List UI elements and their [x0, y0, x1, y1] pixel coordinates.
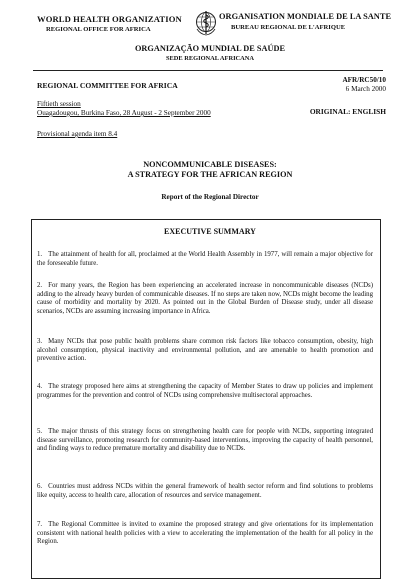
paragraph-number: 5. [37, 428, 43, 435]
executive-summary-heading: EXECUTIVE SUMMARY [164, 227, 256, 236]
summary-paragraph [37, 282, 373, 316]
paragraph-text: The Regional Committee is invited to examine the proposed strategy and give orientations for its implementation consistent with national health policies with a view to accelerating the implementation of the health for all policy in the Region. [37, 521, 373, 546]
report-subtitle: Report of the Regional Director [161, 193, 259, 201]
paragraph-number: 3. [37, 338, 43, 345]
committee-name: REGIONAL COMMITTEE FOR AFRICA [37, 81, 178, 90]
title-line-2: A STRATEGY FOR THE AFRICAN REGION [127, 170, 293, 179]
org-name-portuguese: ORGANIZAÇÃO MUNDIAL DE SAÚDE [134, 44, 286, 53]
paragraph-number: 7. [37, 521, 43, 528]
paragraph-number: 1. [37, 251, 43, 258]
paragraph-text: The major thrusts of this strategy focus on strengthening health care for people with NCDs, supporting integrated disease surveillance, promoting research for community-based interventions, improving the capacity of health personnel, and finding ways to reduce premature mortality and disability due to NCDs. [37, 428, 373, 453]
org-name-french: ORGANISATION MONDIALE DE LA SANTE [219, 12, 392, 21]
summary-paragraph [37, 338, 373, 364]
session-location: Ouagadougou, Burkina Faso, 28 August - 2 September 2000 [37, 109, 211, 117]
who-emblem-icon [194, 10, 218, 36]
session-name: Fiftieth session [37, 100, 81, 108]
summary-paragraph [37, 383, 373, 400]
summary-paragraph [37, 428, 373, 454]
header-center [0, 44, 420, 62]
original-language: ORIGINAL: ENGLISH [309, 107, 386, 116]
paragraph-number: 6. [37, 483, 43, 490]
header-left [37, 14, 207, 33]
header-right [219, 12, 399, 31]
agenda-item: Provisional agenda item 8.4 [37, 130, 118, 138]
paragraph-number: 2. [37, 282, 43, 289]
regional-office-portuguese: SEDE REGIONAL AFRICANA [165, 55, 255, 62]
paragraph-text: The attainment of health for all, proclaimed at the World Health Assembly in 1977, will remain a major objective for the foreseeable future. [37, 251, 373, 267]
session-info [37, 100, 211, 118]
summary-paragraph [37, 251, 373, 268]
paragraph-text: For many years, the Region has been experiencing an accelerated increase in noncommunicable diseases (NCDs) adding to the already heavy burden of communicable diseases. If no steps are taken now, NCDs might become the leading cause of morbidity and mortality by 2020. As pointed out in the Global Burden of Disease study, under all disease scenarios, NCDs are assuming increasing importance in Africa. [37, 282, 373, 315]
regional-office-english: REGIONAL OFFICE FOR AFRICA [46, 26, 151, 33]
org-name-english: WORLD HEALTH ORGANIZATION [37, 14, 182, 24]
doc-date: 6 March 2000 [345, 85, 386, 93]
header-divider [33, 70, 383, 71]
document-title [0, 160, 420, 180]
regional-office-french: BUREAU REGIONAL DE L'AFRIQUE [231, 24, 346, 31]
doc-ref-number: AFR/RC50/10 [342, 76, 386, 84]
paragraph-text: Many NCDs that pose public health problems share common risk factors like tobacco consumption, obesity, high alcohol consumption, physical inactivity and environmental pollution, and are amenable to health promotion and preventive action. [37, 338, 373, 363]
title-line-1: NONCOMMUNICABLE DISEASES: [143, 160, 277, 169]
paragraph-text: The strategy proposed here aims at strengthening the capacity of Member States to draw up policies and implement programmes for the prevention and control of NCDs using comprehensive multisectoral approaches. [37, 383, 373, 399]
summary-paragraph [37, 521, 373, 547]
paragraph-text: Countries must address NCDs within the general framework of health sector reform and find solutions to problems like equity, access to health care, allocation of resources and service management. [37, 483, 373, 499]
summary-paragraph [37, 483, 373, 500]
document-reference [342, 76, 386, 93]
paragraph-number: 4. [37, 383, 43, 390]
